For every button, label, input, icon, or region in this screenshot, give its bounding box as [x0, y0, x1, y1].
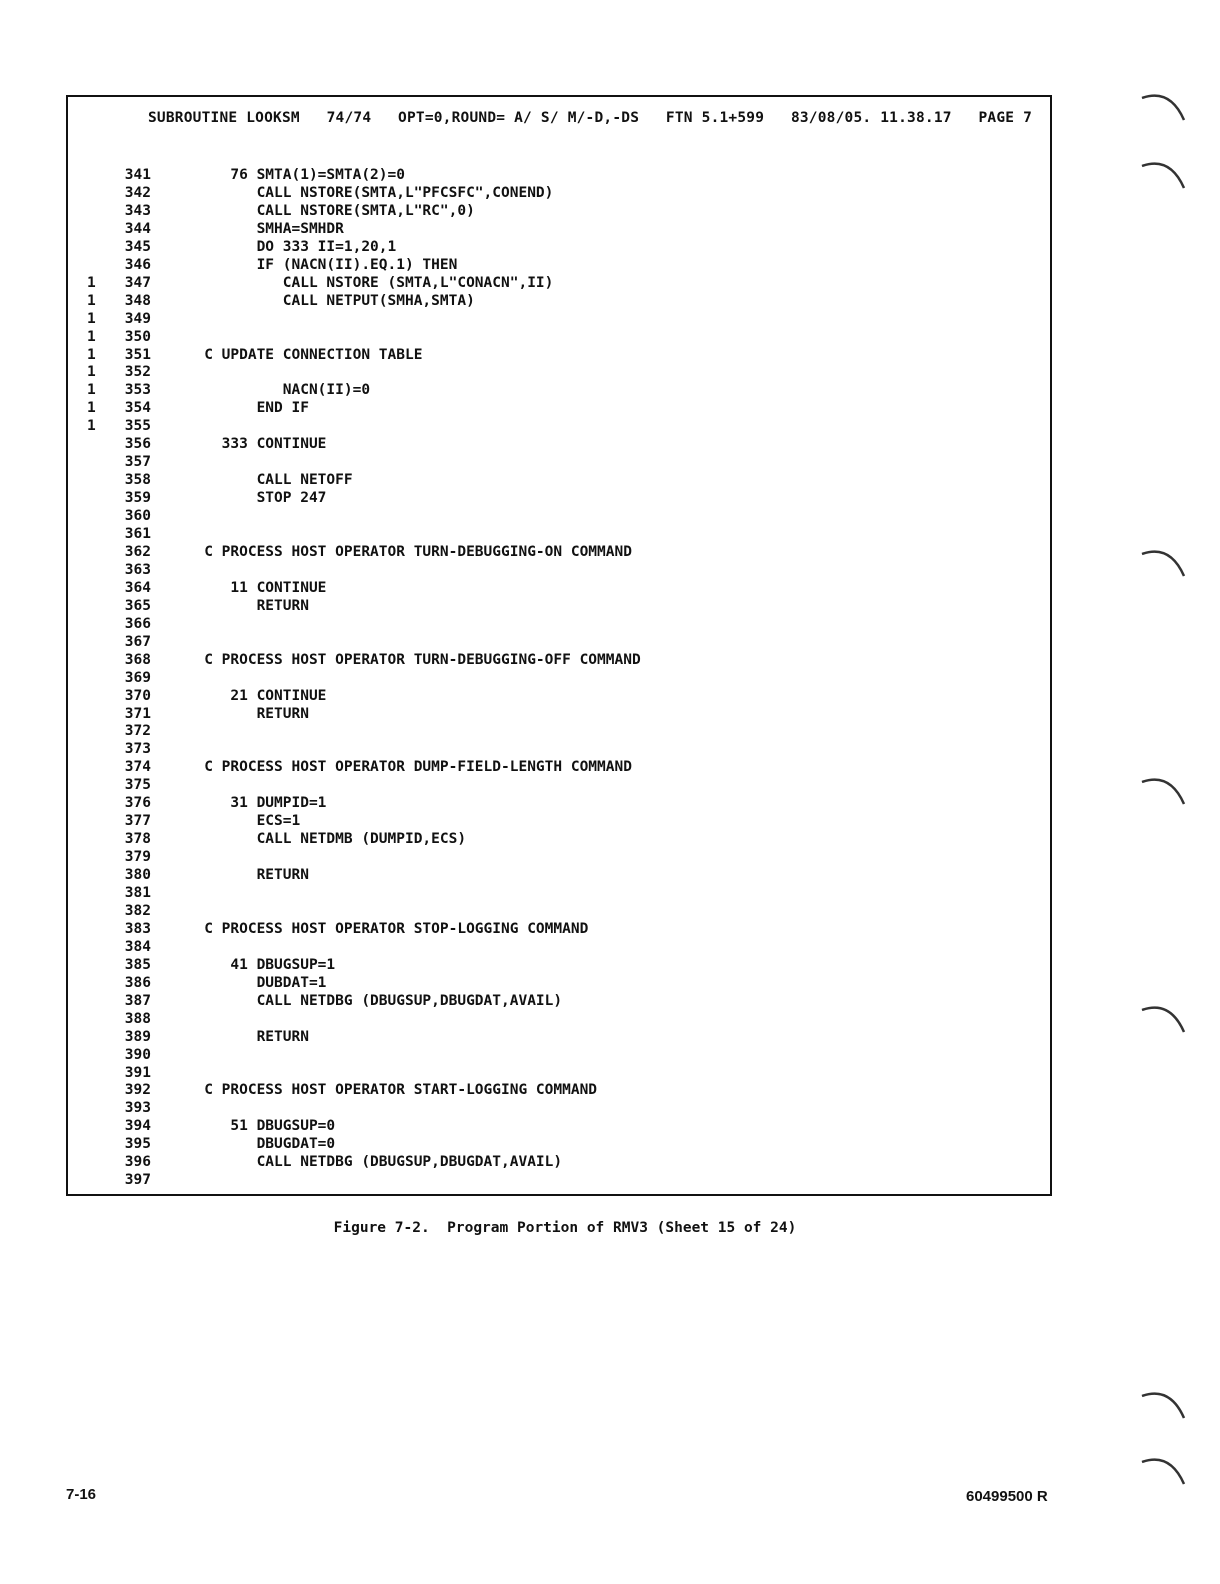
code-text: C PROCESS HOST OPERATOR STOP-LOGGING COMMAND	[178, 920, 589, 937]
line-number: 364	[124, 579, 151, 596]
binder-hole-mark	[1140, 546, 1190, 586]
line-number: 343	[124, 202, 151, 219]
line-number: 351	[124, 346, 151, 363]
line-number: 373	[124, 741, 151, 758]
nesting-level: 1	[87, 310, 96, 327]
code-text: C PROCESS HOST OPERATOR TURN-DEBUGGING-ON COMMAND	[178, 543, 632, 560]
line-number: 354	[124, 400, 151, 417]
code-text: NACN(II)=0	[178, 382, 371, 399]
code-text: 51 DBUGSUP=0	[178, 1118, 336, 1135]
line-number: 382	[124, 902, 151, 919]
line-number: 393	[124, 1100, 151, 1117]
code-text: IF (NACN(II).EQ.1) THEN	[178, 256, 458, 273]
line-number: 387	[124, 992, 151, 1009]
line-number: 372	[124, 723, 151, 740]
line-number: 344	[124, 220, 151, 237]
nesting-level: 1	[87, 346, 96, 363]
line-number: 376	[124, 795, 151, 812]
binder-hole-mark	[1140, 90, 1190, 130]
line-number: 388	[124, 1010, 151, 1027]
line-number: 342	[124, 184, 151, 201]
line-number: 377	[124, 813, 151, 830]
line-number: 362	[124, 543, 151, 560]
line-number: 386	[124, 974, 151, 991]
code-text: CALL NSTORE (SMTA,L"CONACN",II)	[178, 274, 554, 291]
line-number: 366	[124, 615, 151, 632]
line-number: 374	[124, 759, 151, 776]
line-number: 370	[124, 687, 151, 704]
line-number: 395	[124, 1136, 151, 1153]
figure-caption: Figure 7-2. Program Portion of RMV3 (Sheet 15 of 24)	[333, 1220, 797, 1236]
code-text: RETURN	[178, 867, 309, 884]
line-number: 346	[124, 256, 151, 273]
code-text: DBUGDAT=0	[178, 1136, 336, 1153]
listing-header: SUBROUTINE LOOKSM 74/74 OPT=0,ROUND= A/ S/ M/-D,-DS FTN 5.1+599 83/08/05. 11.38.17 PAGE 7	[148, 110, 1033, 126]
line-number: 371	[124, 705, 151, 722]
line-number: 365	[124, 597, 151, 614]
line-number: 394	[124, 1118, 151, 1135]
line-number: 363	[124, 561, 151, 578]
line-number: 361	[124, 526, 151, 542]
nesting-level: 1	[87, 292, 96, 309]
document-number: 60499500 R	[966, 1488, 1048, 1505]
code-text: CALL NSTORE(SMTA,L"RC",0)	[178, 202, 475, 219]
nesting-level: 1	[87, 274, 96, 291]
code-text: C PROCESS HOST OPERATOR START-LOGGING COMMAND	[178, 1082, 598, 1099]
code-text: C UPDATE CONNECTION TABLE	[178, 346, 423, 363]
binder-hole-mark	[1140, 1454, 1190, 1494]
nesting-level: 1	[87, 328, 96, 345]
line-number: 348	[124, 292, 151, 309]
binder-hole-mark	[1140, 774, 1190, 814]
line-number: 355	[124, 418, 151, 435]
binder-hole-mark	[1140, 1388, 1190, 1428]
line-number: 379	[124, 849, 151, 866]
code-text: CALL NETDBG (DBUGSUP,DBUGDAT,AVAIL)	[178, 992, 563, 1009]
code-text: CALL NETOFF	[178, 472, 353, 489]
line-number: 368	[124, 651, 151, 668]
line-number: 357	[124, 454, 151, 471]
code-text: RETURN	[178, 705, 309, 722]
binder-hole-mark	[1140, 158, 1190, 198]
line-number: 345	[124, 238, 151, 255]
line-number: 392	[124, 1082, 151, 1099]
line-number: 367	[124, 633, 151, 650]
code-text: DUBDAT=1	[178, 974, 327, 991]
nesting-level: 1	[87, 418, 96, 435]
line-number: 375	[124, 777, 151, 794]
line-number: 391	[124, 1064, 151, 1081]
line-number: 358	[124, 472, 151, 489]
code-text: 41 DBUGSUP=1	[178, 956, 336, 973]
code-text: 11 CONTINUE	[178, 579, 327, 596]
line-number: 360	[124, 508, 151, 525]
code-text: RETURN	[178, 597, 309, 614]
code-text: C PROCESS HOST OPERATOR DUMP-FIELD-LENGTH COMMAND	[178, 759, 632, 776]
binder-hole-mark	[1140, 1002, 1190, 1042]
code-text: CALL NETDMB (DUMPID,ECS)	[178, 831, 467, 848]
line-number: 341	[124, 167, 151, 183]
line-number: 383	[124, 920, 151, 937]
line-number: 347	[124, 274, 151, 291]
nesting-level: 1	[87, 382, 96, 399]
line-number: 390	[124, 1046, 151, 1063]
nesting-level: 1	[87, 364, 96, 381]
line-number: 380	[124, 867, 151, 884]
code-text: SMHA=SMHDR	[178, 220, 344, 237]
line-number: 359	[124, 490, 151, 507]
line-number: 385	[124, 956, 151, 973]
line-number: 349	[124, 310, 151, 327]
line-number: 353	[124, 382, 151, 399]
nesting-level: 1	[87, 400, 96, 417]
code-text: RETURN	[178, 1028, 309, 1045]
code-text: 76 SMTA(1)=SMTA(2)=0	[178, 167, 405, 183]
line-number: 378	[124, 831, 151, 848]
line-number: 350	[124, 328, 151, 345]
line-number: 369	[124, 669, 151, 686]
code-text: CALL NSTORE(SMTA,L"PFCSFC",CONEND)	[178, 184, 554, 201]
code-text: C PROCESS HOST OPERATOR TURN-DEBUGGING-OFF COMMAND	[178, 651, 641, 668]
page-number: 7-16	[66, 1486, 97, 1503]
code-text: CALL NETPUT(SMHA,SMTA)	[178, 292, 475, 309]
line-number: 352	[124, 364, 151, 381]
code-text: END IF	[178, 400, 309, 417]
line-number: 381	[124, 885, 151, 901]
line-number: 384	[124, 938, 151, 955]
code-text: STOP 247	[178, 490, 327, 507]
code-text: CALL NETDBG (DBUGSUP,DBUGDAT,AVAIL)	[178, 1154, 563, 1171]
line-number: 389	[124, 1028, 151, 1045]
code-text: DO 333 II=1,20,1	[178, 238, 397, 255]
line-number: 397	[124, 1172, 151, 1189]
code-text: 21 CONTINUE	[178, 687, 327, 704]
line-number: 396	[124, 1154, 151, 1171]
line-number: 356	[124, 436, 151, 453]
code-text: 31 DUMPID=1	[178, 795, 327, 812]
code-text: 333 CONTINUE	[178, 436, 327, 453]
code-text: ECS=1	[178, 813, 301, 830]
